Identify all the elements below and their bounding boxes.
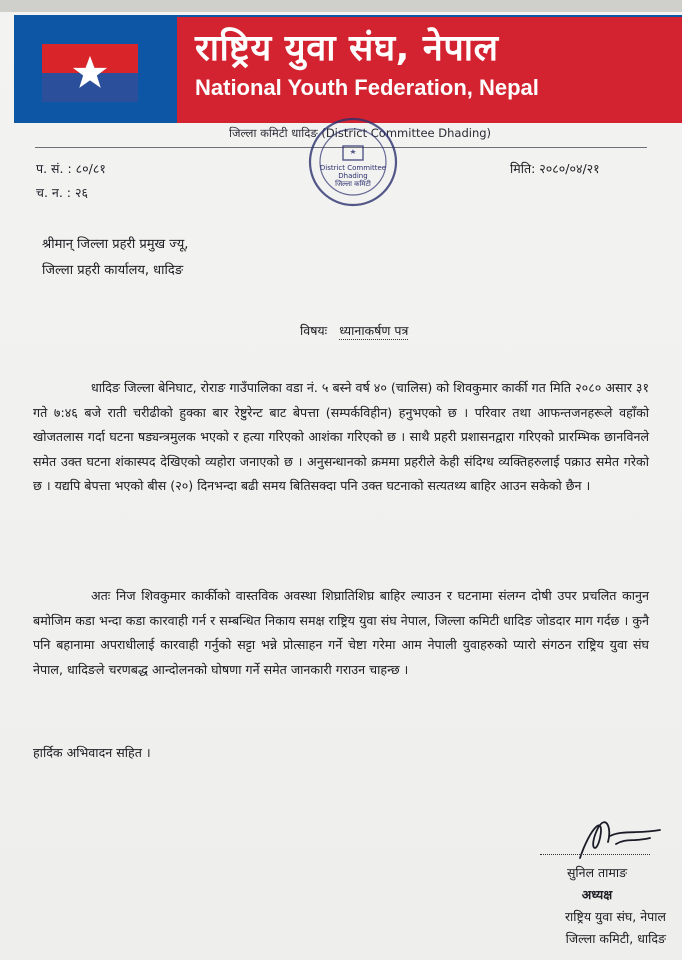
signatory-unit: जिल्ला कमिटी, धादिङ xyxy=(565,931,666,946)
recipient-line-2: जिल्ला प्रहरी कार्यालय, धादिङ xyxy=(42,263,184,278)
organization-title-english: National Youth Federation, Nepal xyxy=(195,75,539,100)
handwritten-signature-icon xyxy=(560,808,670,868)
signature-line xyxy=(540,854,650,855)
subject-label: विषयः xyxy=(300,323,328,338)
committee-subtitle: जिल्ला कमिटी धादिङ (District Committee Dhading) xyxy=(228,126,492,140)
dispatch-number: च. न. : २६ xyxy=(36,185,88,200)
star-icon xyxy=(71,54,109,92)
recipient-line-1: श्रीमान् जिल्ला प्रहरी प्रमुख ज्यू, xyxy=(42,237,189,252)
organization-title-nepali: राष्ट्रिय युवा संघ, नेपाल xyxy=(195,28,499,69)
signatory-organization: राष्ट्रिय युवा संघ, नेपाल xyxy=(564,909,666,924)
reference-number: प. सं. : ८०/८१ xyxy=(36,161,106,176)
signatory-role: अध्यक्ष xyxy=(581,887,613,902)
top-edge xyxy=(0,0,682,12)
signatory-block xyxy=(500,862,666,950)
seal-text-3: जिल्ला कमिटी xyxy=(335,180,371,188)
subject-value: ध्यानाकर्षण पत्र xyxy=(339,323,409,338)
body-paragraph-1: धादिङ जिल्ला बेनिघाट, रोराङ गाउँपालिका वडा नं. ५ बस्ने वर्ष ४० (चालिस) को शिवकुमार कार्की गत मिति २०८० असार ३१ गते ७:४६ बजे राती चरीढीको हुक्का बार रेष्टुरेन्ट बाट बेपत्ता (सम्पर्कविहीन) हनुभएको छ । परिवार तथा आफन्तजनहरूले वहाँको खोजतलास गर्दा घटना षड्यन्त्रमुलक भएको र हत्या गरिएको आशंका गरिएको छ । साथै प्रहरी प्रशासनद्वारा गरिएको प्रारम्भिक छानविनले समेत उक्त घटना शंकास्पद देखिएको व्यहोरा जनाएको छ । अनुसन्धानको क्रममा प्रहरीले केही संदिग्ध व्यक्तिहरुलाई पक्राउ समेत गरेको छ । यद्यपि बेपत्ता भएको बीस (२०) दिनभन्दा बढी समय बितिसक्दा पनि उक्त घटनाको सत्यतथ्य बाहिर आउन सकेको छैन । xyxy=(33,380,649,494)
flag-icon xyxy=(42,44,138,102)
signatory-name: सुनिल तामाङ xyxy=(566,865,628,880)
seal-text-1: District Committee xyxy=(319,164,387,172)
closing-greeting: हार्दिक अभिवादन सहित । xyxy=(33,745,151,760)
round-seal-icon xyxy=(307,116,399,208)
seal-text-2: Dhading xyxy=(338,172,368,180)
subject-line xyxy=(300,322,408,339)
body-paragraph-2: अतः निज शिवकुमार कार्कीको वास्तविक अवस्था शिघ्रातिशिघ्र बाहिर ल्याउन र घटनामा संलग्न दोषी उपर प्रचलित कानुन बमोजिम कडा भन्दा कडा कारवाही गर्न र सम्बन्धित निकाय समक्ष राष्ट्रिय युवा संघ नेपाल, जिल्ला कमिटी धादिङ जोडदार माग गर्दछ । कुनै पनि बहानामा अपराधीलाई कारवाही गर्नुको सट्टा भन्ने प्रोत्साहन गर्ने चेष्टा गरेमा आम नेपाली युवाहरुको प्यारो संगठन राष्ट्रिय युवा संघ नेपाल, धादिङले चरणबद्ध आन्दोलनको घोषणा गर्ने समेत जानकारी गराउन चाहन्छ । xyxy=(33,588,649,677)
letter-date: मिति: २०८०/०४/२१ xyxy=(510,161,600,176)
